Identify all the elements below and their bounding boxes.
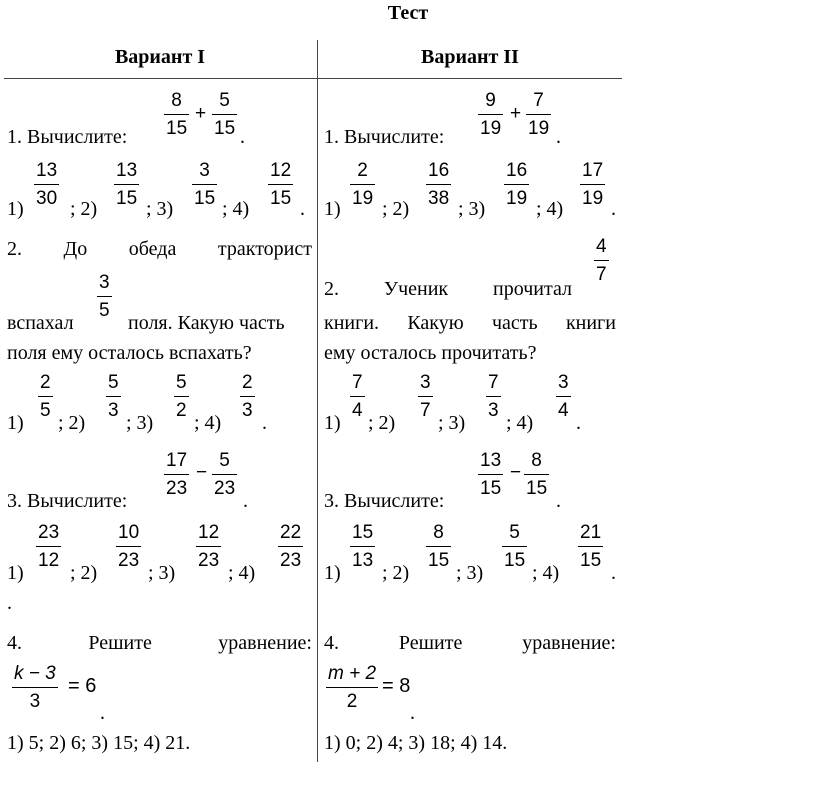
fraction [164, 90, 189, 140]
answer-label: 1) [324, 198, 341, 220]
answer-separator: ; 2) [382, 198, 410, 220]
fraction-denominator: 15 [214, 118, 236, 139]
fraction-denominator: 4 [558, 400, 569, 421]
period: . [556, 490, 561, 512]
fraction-bar [36, 546, 61, 547]
fraction-numerator: 7 [352, 372, 363, 393]
fraction [97, 272, 112, 322]
fraction-bar [38, 396, 53, 397]
period: . [262, 412, 267, 434]
answer-separator: ; 4) [532, 562, 560, 584]
fraction-numerator: 8 [531, 450, 542, 471]
question-2-post: поля. Какую часть [128, 312, 285, 334]
fraction-numerator: 12 [270, 160, 292, 181]
question-2-line-1 [7, 236, 312, 262]
fraction-bar [164, 474, 189, 475]
answer-separator: ; 3) [456, 562, 484, 584]
answer-fraction [502, 522, 527, 572]
equation-fraction [12, 663, 58, 713]
word: 4. [324, 632, 339, 654]
fraction-bar [212, 474, 237, 475]
answer-fraction [350, 522, 375, 572]
fraction-bar [526, 114, 551, 115]
answer-label: 1) [324, 562, 341, 584]
operator: + [510, 103, 522, 124]
question-1-text: 1. Вычислите: [7, 126, 128, 148]
answer-separator: ; 2) [368, 412, 396, 434]
word: обеда [128, 238, 177, 260]
period: . [410, 702, 415, 724]
answer-fraction [426, 522, 451, 572]
fraction-denominator: 23 [118, 550, 140, 571]
answer-fraction [426, 160, 451, 210]
fraction-numerator: 5 [219, 90, 230, 111]
fraction-denominator: 19 [528, 118, 550, 139]
fraction-denominator: 23 [280, 550, 302, 571]
fraction-numerator: 13 [36, 160, 58, 181]
fraction-denominator: 23 [166, 478, 188, 499]
fraction-denominator: 15 [480, 478, 502, 499]
answer-separator: ; 2) [70, 562, 98, 584]
answer-fraction [350, 372, 365, 422]
fraction [594, 236, 609, 286]
fraction-bar [578, 546, 603, 547]
fraction-bar [34, 184, 59, 185]
fraction-numerator: 7 [488, 372, 499, 393]
fraction-bar [580, 184, 605, 185]
fraction [478, 90, 503, 140]
word: 2. [7, 238, 22, 260]
period: . [240, 126, 245, 148]
fraction-denominator: 19 [480, 118, 502, 139]
answer-separator: ; 3) [146, 198, 174, 220]
answer-separator: ; 4) [506, 412, 534, 434]
period: . [611, 198, 616, 220]
column-divider [317, 40, 318, 762]
fraction-bar [240, 396, 255, 397]
word: уравнение: [522, 632, 616, 654]
answer-separator: ; 4) [228, 562, 256, 584]
answer-label: 1) [7, 412, 24, 434]
fraction [212, 450, 237, 500]
word: тракторист [217, 238, 312, 260]
question-1-text: 1. Вычислите: [324, 126, 445, 148]
fraction-denominator: 15 [194, 188, 216, 209]
fraction-bar [478, 474, 503, 475]
fraction-denominator: 3 [29, 691, 41, 712]
question-2-line-2 [324, 310, 616, 336]
period: . [100, 702, 105, 724]
question-2-line-3: ему осталось прочитать? [324, 342, 537, 364]
fraction-bar [556, 396, 571, 397]
answer-separator: ; 4) [194, 412, 222, 434]
question-4-answers: 1) 5; 2) 6; 3) 15; 4) 21. [7, 732, 191, 754]
equation-rhs: = 6 [68, 675, 97, 697]
fraction-bar [502, 546, 527, 547]
fraction-numerator: 8 [171, 90, 182, 111]
answer-fraction [486, 372, 501, 422]
fraction-numerator: 17 [166, 450, 188, 471]
answer-fraction [580, 160, 605, 210]
fraction-denominator: 5 [99, 300, 110, 321]
fraction-denominator: 23 [214, 478, 236, 499]
fraction-numerator: 15 [352, 522, 374, 543]
header-divider [4, 78, 622, 79]
fraction-bar [12, 687, 58, 688]
word: Ученик [383, 278, 449, 300]
fraction-denominator: 15 [580, 550, 602, 571]
answer-label: 1) [7, 198, 24, 220]
fraction-denominator: 5 [40, 400, 51, 421]
operator: + [195, 103, 207, 124]
fraction-bar [486, 396, 501, 397]
word: 2. [324, 278, 339, 300]
fraction-denominator: 12 [38, 550, 60, 571]
period: . [300, 198, 305, 220]
fraction-numerator: 10 [118, 522, 140, 543]
fraction-numerator: 3 [558, 372, 569, 393]
fraction-denominator: 15 [428, 550, 450, 571]
fraction-bar [174, 396, 189, 397]
answer-separator: ; 3) [438, 412, 466, 434]
fraction-numerator: 5 [219, 450, 230, 471]
fraction-numerator: 3 [420, 372, 431, 393]
fraction-denominator: 30 [36, 188, 58, 209]
answer-fraction [418, 372, 433, 422]
fraction-numerator: 8 [433, 522, 444, 543]
column-header-variant-2: Вариант II [421, 46, 519, 68]
fraction-denominator: 3 [488, 400, 499, 421]
fraction-denominator: 3 [108, 400, 119, 421]
answer-fraction [174, 372, 189, 422]
question-2-line-3: поля ему осталось вспахать? [7, 342, 252, 364]
fraction-bar [212, 114, 237, 115]
fraction-denominator: 13 [352, 550, 374, 571]
column-header-variant-1: Вариант I [114, 46, 206, 68]
fraction-denominator: 2 [346, 691, 358, 712]
question-4-answers: 1) 0; 2) 4; 3) 18; 4) 14. [324, 732, 508, 754]
fraction-bar [418, 396, 433, 397]
word: книги. [324, 312, 380, 334]
answer-fraction [504, 160, 529, 210]
equation-fraction [326, 663, 378, 713]
answer-fraction [278, 522, 303, 572]
answer-separator: ; 4) [222, 198, 250, 220]
fraction [164, 450, 189, 500]
fraction-denominator: 15 [504, 550, 526, 571]
answer-fraction [240, 372, 255, 422]
fraction-numerator: 2 [40, 372, 51, 393]
fraction-numerator: m + 2 [328, 663, 377, 684]
fraction-bar [106, 396, 121, 397]
fraction-numerator: 5 [108, 372, 119, 393]
answer-fraction [116, 522, 141, 572]
fraction-bar [196, 546, 221, 547]
fraction-numerator: 5 [509, 522, 520, 543]
fraction-denominator: 4 [352, 400, 363, 421]
fraction [212, 90, 237, 140]
answer-fraction [578, 522, 603, 572]
fraction-bar [326, 687, 378, 688]
question-4-line-1 [7, 630, 312, 656]
question-2-pre: вспахал [7, 312, 74, 334]
fraction-numerator: 16 [428, 160, 450, 181]
answer-fraction [106, 372, 121, 422]
fraction-bar [114, 184, 139, 185]
fraction-denominator: 7 [596, 264, 607, 285]
fraction-denominator: 7 [420, 400, 431, 421]
answer-separator: ; 2) [382, 562, 410, 584]
fraction-bar [524, 474, 549, 475]
word: часть [491, 312, 538, 334]
fraction-numerator: 3 [99, 272, 110, 293]
fraction-bar [116, 546, 141, 547]
answer-separator: ; 2) [70, 198, 98, 220]
question-3-text: 3. Вычислите: [7, 490, 128, 512]
answer-label: 1) [324, 412, 341, 434]
word: Решите [88, 632, 152, 654]
fraction-denominator: 38 [428, 188, 450, 209]
period: . [611, 562, 616, 584]
fraction-bar [164, 114, 189, 115]
answer-fraction [34, 160, 59, 210]
fraction-denominator: 3 [242, 400, 253, 421]
fraction-numerator: k − 3 [14, 663, 56, 684]
fraction-numerator: 2 [357, 160, 368, 181]
fraction-numerator: 13 [116, 160, 138, 181]
fraction-bar [192, 184, 217, 185]
fraction-denominator: 15 [116, 188, 138, 209]
fraction-denominator: 2 [176, 400, 187, 421]
fraction-numerator: 3 [199, 160, 210, 181]
fraction-numerator: 23 [38, 522, 60, 543]
fraction-numerator: 12 [198, 522, 220, 543]
fraction-bar [278, 546, 303, 547]
fraction-bar [350, 546, 375, 547]
answer-fraction [38, 372, 53, 422]
fraction-bar [97, 296, 112, 297]
fraction-denominator: 19 [582, 188, 604, 209]
word: книги [565, 312, 616, 334]
fraction-bar [504, 184, 529, 185]
fraction-numerator: 2 [242, 372, 253, 393]
fraction-bar [268, 184, 293, 185]
operator: − [196, 462, 208, 483]
fraction-numerator: 16 [506, 160, 528, 181]
fraction-bar [350, 396, 365, 397]
period: . [556, 126, 561, 148]
period: . [243, 490, 248, 512]
word: 4. [7, 632, 22, 654]
answer-fraction [114, 160, 139, 210]
question-2-line-1 [324, 276, 572, 302]
period: . [576, 412, 581, 434]
period: . [7, 592, 12, 614]
fraction-bar [426, 546, 451, 547]
fraction-denominator: 23 [198, 550, 220, 571]
fraction-bar [426, 184, 451, 185]
word: Решите [398, 632, 463, 654]
fraction-numerator: 17 [582, 160, 604, 181]
answer-fraction [268, 160, 293, 210]
answer-fraction [350, 160, 375, 210]
fraction-numerator: 21 [580, 522, 602, 543]
fraction [524, 450, 549, 500]
fraction-denominator: 19 [352, 188, 374, 209]
answer-separator: ; 3) [148, 562, 176, 584]
fraction-numerator: 22 [280, 522, 302, 543]
fraction-bar [350, 184, 375, 185]
answer-fraction [192, 160, 217, 210]
word: Какую [407, 312, 464, 334]
word: уравнение: [218, 632, 312, 654]
fraction [478, 450, 503, 500]
question-4-line-1 [324, 630, 616, 656]
fraction-numerator: 5 [176, 372, 187, 393]
fraction-bar [478, 114, 503, 115]
answer-fraction [556, 372, 571, 422]
word: До [63, 238, 88, 260]
answer-separator: ; 3) [458, 198, 486, 220]
answer-separator: ; 4) [536, 198, 564, 220]
word: прочитал [493, 278, 572, 300]
fraction-numerator: 13 [480, 450, 502, 471]
fraction-denominator: 15 [270, 188, 292, 209]
answer-fraction [196, 522, 221, 572]
equation-rhs: = 8 [382, 675, 411, 697]
fraction-denominator: 15 [526, 478, 548, 499]
fraction-denominator: 15 [166, 118, 188, 139]
fraction-numerator: 7 [533, 90, 544, 111]
fraction-bar [594, 260, 609, 261]
question-3-text: 3. Вычислите: [324, 490, 445, 512]
answer-label: 1) [7, 562, 24, 584]
fraction [526, 90, 551, 140]
fraction-numerator: 4 [596, 236, 607, 257]
fraction-denominator: 19 [506, 188, 528, 209]
page-title: Тест [387, 2, 429, 24]
answer-separator: ; 3) [126, 412, 154, 434]
answer-separator: ; 2) [58, 412, 86, 434]
operator: − [510, 462, 522, 483]
answer-fraction [36, 522, 61, 572]
fraction-numerator: 9 [485, 90, 496, 111]
